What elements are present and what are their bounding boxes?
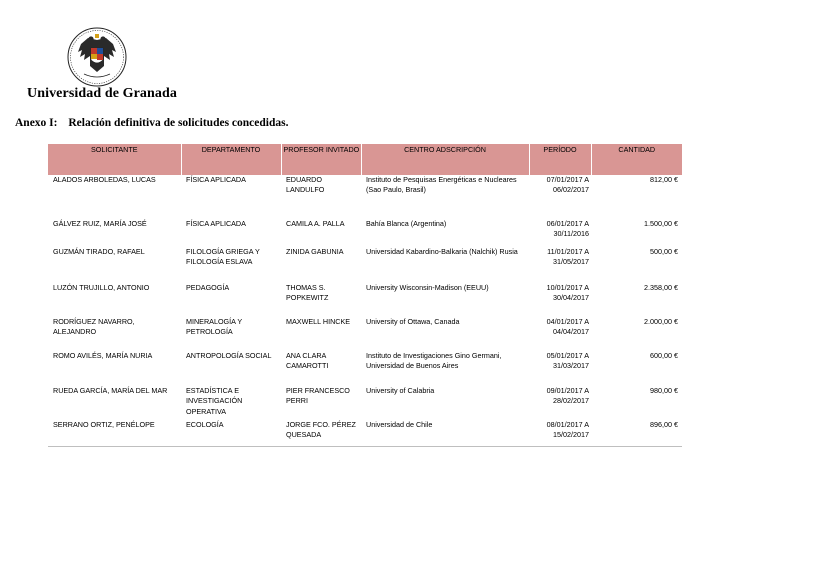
- periodo-fin: 04/04/2017: [553, 327, 589, 337]
- cell-cantidad: 896,00 €: [591, 420, 682, 446]
- cell-departamento: FÍSICA APLICADA: [186, 219, 246, 228]
- annex-heading: [15, 117, 288, 129]
- cell-periodo: [529, 317, 591, 351]
- periodo-fin: 31/05/2017: [553, 257, 589, 267]
- periodo-fin: 30/11/2016: [553, 229, 589, 239]
- cell-departamento: PEDAGOGÍA: [186, 283, 230, 292]
- cell-solicitante: RUEDA GARCÍA, MARÍA DEL MAR: [53, 386, 168, 395]
- periodo-inicio: 09/01/2017 A: [546, 386, 589, 395]
- periodo-inicio: 06/01/2017 A: [546, 219, 589, 228]
- table-header-row: [48, 144, 682, 175]
- cell-solicitante: ALADOS ARBOLEDAS, LUCAS: [53, 175, 156, 184]
- cell-cantidad: 2.000,00 €: [644, 317, 678, 326]
- column-header-periodo: PERÍODO: [529, 144, 591, 175]
- cell-cantidad: 980,00 €: [650, 386, 678, 395]
- table-row: [48, 175, 682, 219]
- column-header-cantidad: CANTIDAD: [591, 144, 682, 175]
- cell-centro: University Wisconsin-Madison (EEUU): [366, 283, 489, 292]
- column-header-departamento: DEPARTAMENTO: [181, 144, 281, 175]
- annex-title: Relación definitiva de solicitudes concedidas.: [68, 117, 289, 129]
- column-header-solicitante: SOLICITANTE: [48, 144, 181, 175]
- cell-cantidad: 812,00 €: [650, 175, 678, 184]
- cell-centro: University of Calabria: [366, 386, 435, 395]
- cell-profesor: MAXWELL HINCKE: [286, 317, 351, 326]
- cell-cantidad: 600,00 €: [650, 351, 678, 360]
- cell-centro: University of Ottawa, Canada: [366, 317, 460, 326]
- cell-solicitante: RODRÍGUEZ NAVARRO, ALEJANDRO: [53, 317, 135, 337]
- cell-centro: Instituto de Investigaciones Gino Germani, Universidad de Buenos Aires: [366, 351, 502, 371]
- cell-centro: Universidad Kabardino-Balkaria (Nalchik) Rusia: [366, 247, 518, 256]
- cell-departamento: ANTROPOLOGÍA SOCIAL: [186, 351, 272, 360]
- cell-profesor: ZINIDA GABUNIA: [286, 247, 344, 256]
- cell-departamento: FÍSICA APLICADA: [186, 175, 246, 184]
- periodo-fin: 15/02/2017: [553, 430, 589, 440]
- annex-label: Anexo I:: [15, 117, 58, 129]
- cell-periodo: [529, 247, 591, 283]
- periodo-fin: 30/04/2017: [553, 293, 589, 303]
- table-row: [48, 351, 682, 386]
- cell-centro: Universidad de Chile: [361, 420, 529, 446]
- periodo-inicio: 08/01/2017 A: [546, 420, 589, 429]
- cell-solicitante: LUZÓN TRUJILLO, ANTONIO: [53, 283, 150, 292]
- cell-solicitante: ROMO AVILÉS, MARÍA NURIA: [53, 351, 153, 360]
- table-row: [48, 317, 682, 351]
- table-row: [48, 420, 682, 446]
- periodo-fin: 28/02/2017: [553, 396, 589, 406]
- cell-departamento: ECOLOGÍA: [181, 420, 281, 446]
- cell-profesor: ANA CLARA CAMAROTTI: [286, 351, 329, 371]
- table-row: [48, 219, 682, 247]
- cell-periodo: [529, 386, 591, 420]
- table-row: [48, 247, 682, 283]
- cell-departamento: FILOLOGÍA GRIEGA Y FILOLOGÍA ESLAVA: [186, 247, 260, 267]
- cell-periodo: [529, 219, 591, 247]
- cell-periodo: [529, 175, 591, 219]
- periodo-inicio: 05/01/2017 A: [546, 351, 589, 360]
- university-name: Universidad de Granada: [27, 86, 177, 101]
- cell-periodo: [529, 351, 591, 386]
- cell-centro: Bahía Blanca (Argentina): [366, 219, 447, 228]
- cell-centro: Instituto de Pesquisas Energéticas e Nucleares (Sao Paulo, Brasil): [366, 175, 517, 195]
- cell-solicitante: GÁLVEZ RUIZ, MARÍA JOSÉ: [53, 219, 147, 228]
- periodo-inicio: 11/01/2017 A: [547, 247, 589, 256]
- periodo-inicio: 10/01/2017 A: [546, 283, 589, 292]
- university-crest-icon: [66, 26, 128, 88]
- cell-profesor: PIER FRANCESCO PERRI: [286, 386, 350, 406]
- periodo-fin: 31/03/2017: [553, 361, 589, 371]
- cell-solicitante: SERRANO ORTIZ, PENÉLOPE: [48, 420, 181, 446]
- cell-departamento: MINERALOGÍA Y PETROLOGÍA: [186, 317, 243, 337]
- cell-profesor: CAMILA A. PALLA: [286, 219, 345, 228]
- periodo-inicio: 04/01/2017 A: [546, 317, 589, 326]
- grants-table: [48, 144, 682, 447]
- cell-cantidad: 2.358,00 €: [644, 283, 678, 292]
- periodo-fin: 06/02/2017: [553, 185, 589, 195]
- cell-solicitante: GUZMÁN TIRADO, RAFAEL: [53, 247, 145, 256]
- table-row: [48, 386, 682, 420]
- column-header-centro: CENTRO ADSCRIPCIÓN: [361, 144, 529, 175]
- column-header-profesor: PROFESOR INVITADO: [281, 144, 361, 175]
- periodo-inicio: 07/01/2017 A: [546, 175, 589, 184]
- cell-profesor: EDUARDO LANDULFO: [286, 175, 325, 195]
- cell-periodo: [529, 283, 591, 317]
- cell-profesor: JORGE FCO. PÉREZ QUESADA: [281, 420, 361, 446]
- cell-periodo: [529, 420, 591, 446]
- cell-departamento: ESTADÍSTICA E INVESTIGACIÓN OPERATIVA: [186, 386, 243, 416]
- cell-profesor: THOMAS S. POPKEWITZ: [286, 283, 329, 303]
- table-row: [48, 283, 682, 317]
- cell-cantidad: 1.500,00 €: [644, 219, 678, 228]
- cell-cantidad: 500,00 €: [650, 247, 678, 256]
